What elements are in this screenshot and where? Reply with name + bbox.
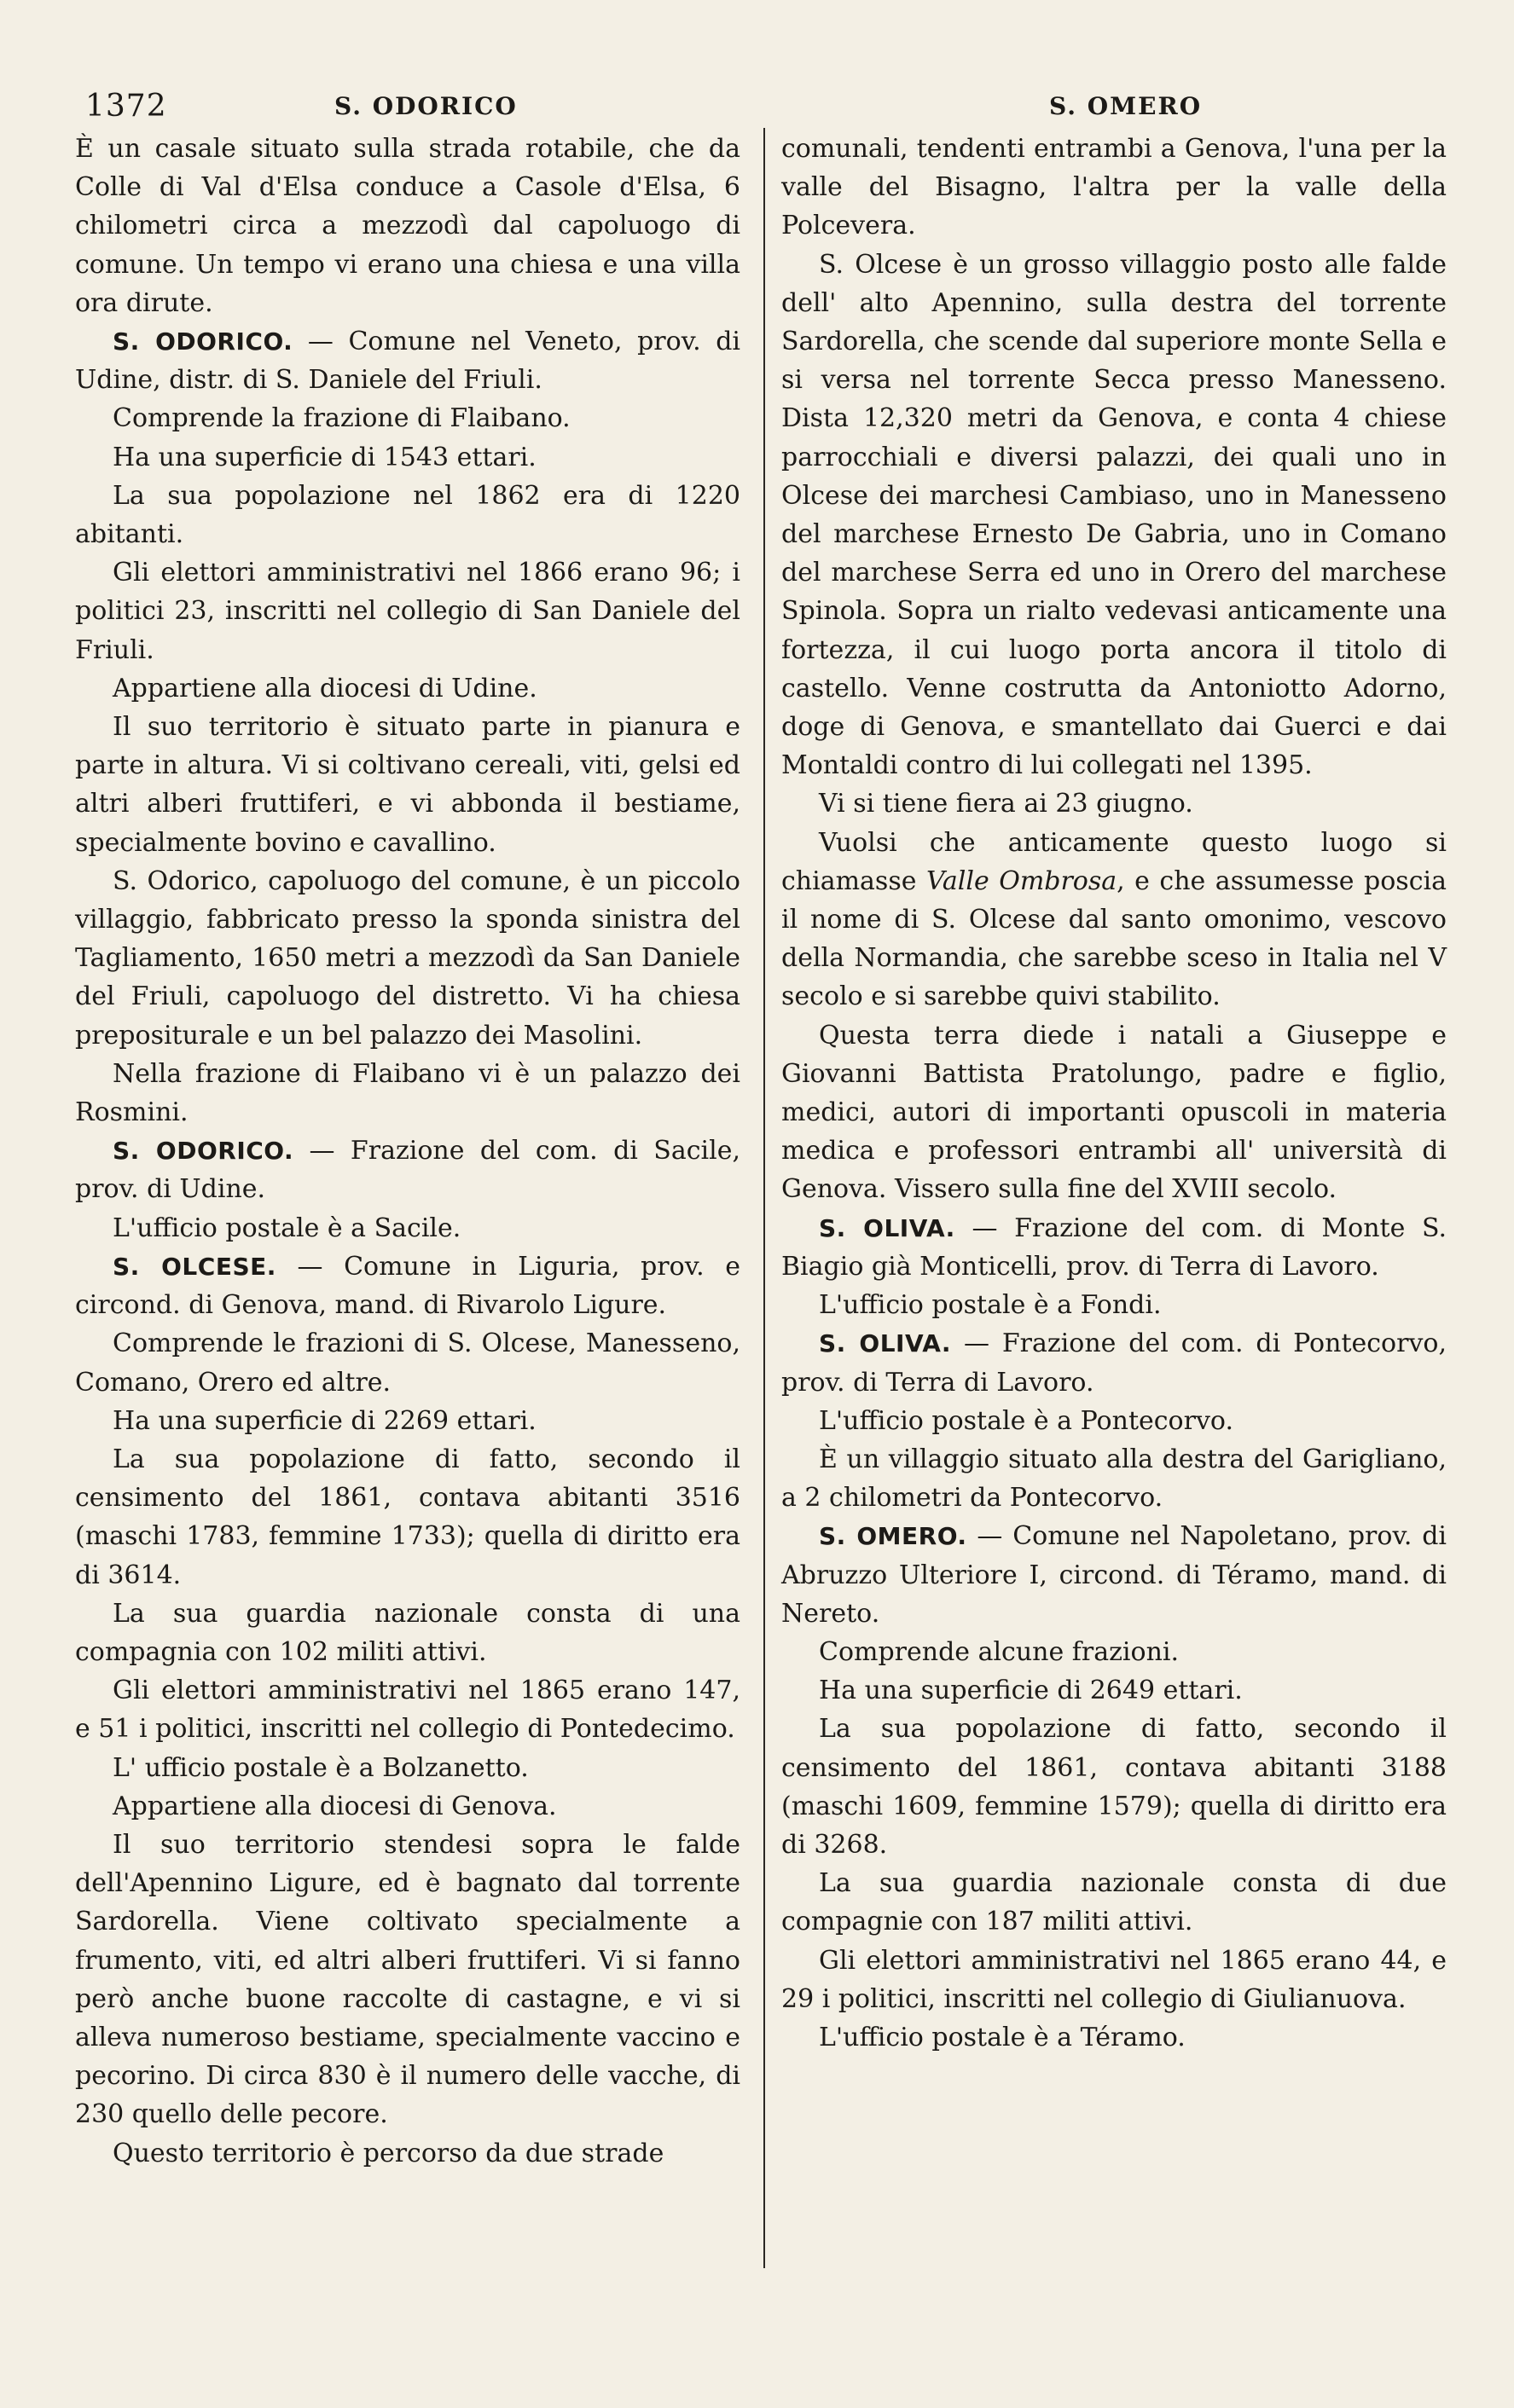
paragraph xyxy=(75,1826,740,2134)
entry-paragraph xyxy=(75,1132,740,1208)
paragraph xyxy=(781,784,1447,823)
paragraph-text: Ha una superficie di 2649 ettari. xyxy=(819,1676,1243,1706)
paragraph xyxy=(75,2134,740,2173)
paragraph-text: La sua popolazione di fatto, secondo il censimento del 1861, contava abitanti 3188 (maschi 1609, femmine 1579); quella di diritto era di 3268. xyxy=(781,1714,1447,1860)
paragraph-text: Comprende alcune frazioni. xyxy=(819,1636,1180,1667)
paragraph xyxy=(75,477,740,553)
paragraph xyxy=(781,246,1447,785)
paragraph-text: L'ufficio postale è a Téramo. xyxy=(819,2022,1186,2052)
paragraph-text: È un casale situato sulla strada rotabile, che da Colle di Val d'Elsa conduce a Casole d'Elsa, 6 chilometri circa a mezzodì dal capoluogo di comune. Un tempo vi erano una chiesa e una villa ora dirute. xyxy=(75,134,740,318)
entry-text: — Comune nel Veneto, prov. di Udine, distr. di S. Daniele del Friuli. xyxy=(75,327,740,396)
entry-paragraph xyxy=(75,1247,740,1324)
paragraph xyxy=(781,1710,1447,1864)
paragraph-text: La sua guardia nazionale consta di due compagnie con 187 militi attivi. xyxy=(781,1868,1447,1937)
paragraph xyxy=(781,1942,1447,2018)
paragraph-text: Nella frazione di Flaibano vi è un palazzo dei Rosmini. xyxy=(75,1058,740,1128)
paragraph-text: Appartiene alla diocesi di Udine. xyxy=(113,673,537,703)
entry-text: — Frazione del com. di Pontecorvo, prov. di Terra di Lavoro. xyxy=(781,1328,1447,1398)
paragraph xyxy=(75,1595,740,1671)
paragraph-text: Questa terra diede i natali a Giuseppe e Giovanni Battista Pratolungo, padre e figlio, medici, autori di importanti opuscoli in materia medica e professori entrambi all' università di Genova. Vissero sulla fine del XVIII secolo. xyxy=(781,1020,1447,1205)
paragraph xyxy=(75,669,740,708)
entry-heading: S. OLIVA. xyxy=(819,1329,952,1358)
paragraph-text: L' ufficio postale è a Bolzanetto. xyxy=(113,1752,529,1783)
paragraph-text: La sua popolazione nel 1862 era di 1220 abitanti. xyxy=(75,480,740,550)
paragraph-text: La sua popolazione di fatto, secondo il censimento del 1861, contava abitanti 3516 (maschi 1783, femmine 1733); quella di diritto era di 3614. xyxy=(75,1444,740,1590)
paragraph xyxy=(75,708,740,862)
italic-term: Valle Ombrosa xyxy=(925,865,1117,896)
right-column xyxy=(781,130,1447,2057)
continuation-paragraph xyxy=(75,130,740,322)
paragraph xyxy=(781,1286,1447,1324)
paragraph xyxy=(781,824,1447,1016)
entry-paragraph xyxy=(781,1517,1447,1633)
entry-text: — Comune nel Napoletano, prov. di Abruzzo Ulteriore I, circond. di Téramo, mand. di Nereto. xyxy=(781,1521,1447,1629)
entry-paragraph xyxy=(75,322,740,399)
paragraph-text: L'ufficio postale è a Fondi. xyxy=(819,1290,1162,1321)
paragraph-text: Il suo territorio stendesi sopra le falde dell'Apennino Ligure, ed è bagnato dal torrente Sardorella. Viene coltivato specialmente a frumento, viti, ed altri alberi fruttiferi. Vi si fanno però anche buone raccolte di castagne, e vi si alleva numeroso bestiame, specialmente vaccino e pecorino. Di circa 830 è il numero delle vacche, di 230 quello delle pecore. xyxy=(75,1829,740,2130)
paragraph-text: S. Odorico, capoluogo del comune, è un piccolo villaggio, fabbricato presso la sponda sinistra del Tagliamento, 1650 metri a mezzodì da San Daniele del Friuli, capoluogo del distretto. Vi ha chiesa prepositurale e un bel palazzo dei Masolini. xyxy=(75,865,740,1051)
paragraph xyxy=(781,2018,1447,2057)
running-head-left: S. ODORICO xyxy=(334,92,518,120)
entry-heading: S. OMERO. xyxy=(819,1522,967,1551)
paragraph xyxy=(781,1671,1447,1710)
paragraph-text: Appartiene alla diocesi di Genova. xyxy=(113,1791,557,1821)
entry-text: — Frazione del com. di Monte S. Biagio già Monticelli, prov. di Terra di Lavoro. xyxy=(781,1213,1447,1282)
paragraph-text: S. Olcese è un grosso villaggio posto alle falde dell' alto Apennino, sulla destra del torrente Sardorella, che scende dal superiore monte Sella e si versa nel torrente Secca presso Manesseno. Dista 12,320 metri da Genova, e conta 4 chiese parrocchiali e diversi palazzi, dei quali uno in Olcese dei marchesi Cambiaso, uno in Manesseno del marchese Ernesto De Gabria, uno in Comano del marchese Serra ed uno in Orero del marchese Spinola. Sopra un rialto vedevasi anticamente una fortezza, il cui luogo porta ancora il titolo di castello. Venne costrutta da Antoniotto Adorno, doge di Genova, e smantellato dai Guerci e dai Montaldi contro di lui collegati nel 1395. xyxy=(781,249,1447,781)
entry-text: — Frazione del com. di Sacile, prov. di Udine. xyxy=(75,1136,741,1205)
paragraph xyxy=(75,438,740,477)
paragraph xyxy=(75,1749,740,1787)
paragraph xyxy=(781,1864,1447,1941)
paragraph-text: Gli elettori amministrativi nel 1865 erano 147, e 51 i politici, inscritti nel collegio di Pontedecimo. xyxy=(75,1676,740,1745)
paragraph xyxy=(781,1440,1447,1517)
paragraph-text: L'ufficio postale è a Sacile. xyxy=(113,1213,461,1243)
paragraph-text: Comprende le frazioni di S. Olcese, Manesseno, Comano, Orero ed altre. xyxy=(75,1328,740,1398)
running-head-right: S. OMERO xyxy=(1049,92,1203,120)
page-number: 1372 xyxy=(85,89,167,124)
paragraph xyxy=(75,1209,740,1247)
paragraph-text: , e che assumesse poscia il nome di S. Olcese dal santo omonimo, vescovo della Normandia, che sarebbe sceso in Italia nel V secolo e si sarebbe quivi stabilito. xyxy=(781,865,1447,1012)
entry-paragraph xyxy=(781,1209,1447,1286)
paragraph xyxy=(781,1633,1447,1671)
entry-heading: S. OLIVA. xyxy=(819,1213,955,1242)
paragraph-text: Gli elettori amministrativi nel 1866 erano 96; i politici 23, inscritti nel collegio di San Daniele del Friuli. xyxy=(75,558,740,665)
paragraph-text: L'ufficio postale è a Pontecorvo. xyxy=(819,1405,1233,1436)
paragraph xyxy=(75,862,740,1055)
column-rule xyxy=(763,128,765,2268)
paragraph xyxy=(75,1055,740,1132)
entry-text: — Comune in Liguria, prov. e circond. di Genova, mand. di Rivarolo Ligure. xyxy=(75,1251,740,1321)
continuation-paragraph xyxy=(781,130,1447,246)
paragraph xyxy=(75,1402,740,1440)
entry-paragraph xyxy=(781,1324,1447,1401)
paragraph xyxy=(75,399,740,437)
paragraph xyxy=(75,1440,740,1595)
paragraph-text: comunali, tendenti entrambi a Genova, l'una per la valle del Bisagno, l'altra per la valle della Polcevera. xyxy=(781,134,1447,241)
paragraph xyxy=(75,1787,740,1826)
paragraph-text: Il suo territorio è situato parte in pianura e parte in altura. Vi si coltivano cereali, viti, gelsi ed altri alberi fruttiferi, e vi abbonda il bestiame, specialmente bovino e cavallino. xyxy=(75,712,740,858)
paragraph-text: Ha una superficie di 1543 ettari. xyxy=(113,442,537,472)
paragraph-text: Vi si tiene fiera ai 23 giugno. xyxy=(819,789,1193,819)
paragraph-text: Questo territorio è percorso da due strade xyxy=(113,2138,664,2168)
paragraph-text: È un villaggio situato alla destra del Garigliano, a 2 chilometri da Pontecorvo. xyxy=(781,1444,1447,1514)
entry-heading: S. ODORICO. xyxy=(113,327,293,356)
paragraph-text: Gli elettori amministrativi nel 1865 erano 44, e 29 i politici, inscritti nel collegio di Giulianuova. xyxy=(781,1945,1447,2014)
paragraph xyxy=(75,1671,740,1748)
paragraph-text: Vuolsi che anticamente questo luogo si chiamasse xyxy=(781,827,1447,896)
entry-heading: S. ODORICO. xyxy=(113,1137,294,1166)
paragraph-text: La sua guardia nazionale consta di una compagnia con 102 militi attivi. xyxy=(75,1598,740,1667)
left-column xyxy=(75,130,740,2173)
paragraph xyxy=(781,1402,1447,1440)
entry-heading: S. OLCESE. xyxy=(113,1252,276,1281)
paragraph-text: Ha una superficie di 2269 ettari. xyxy=(113,1405,537,1436)
paragraph xyxy=(781,1016,1447,1209)
paragraph-text: Comprende la frazione di Flaibano. xyxy=(113,403,571,434)
paragraph xyxy=(75,1324,740,1401)
paragraph xyxy=(75,553,740,669)
